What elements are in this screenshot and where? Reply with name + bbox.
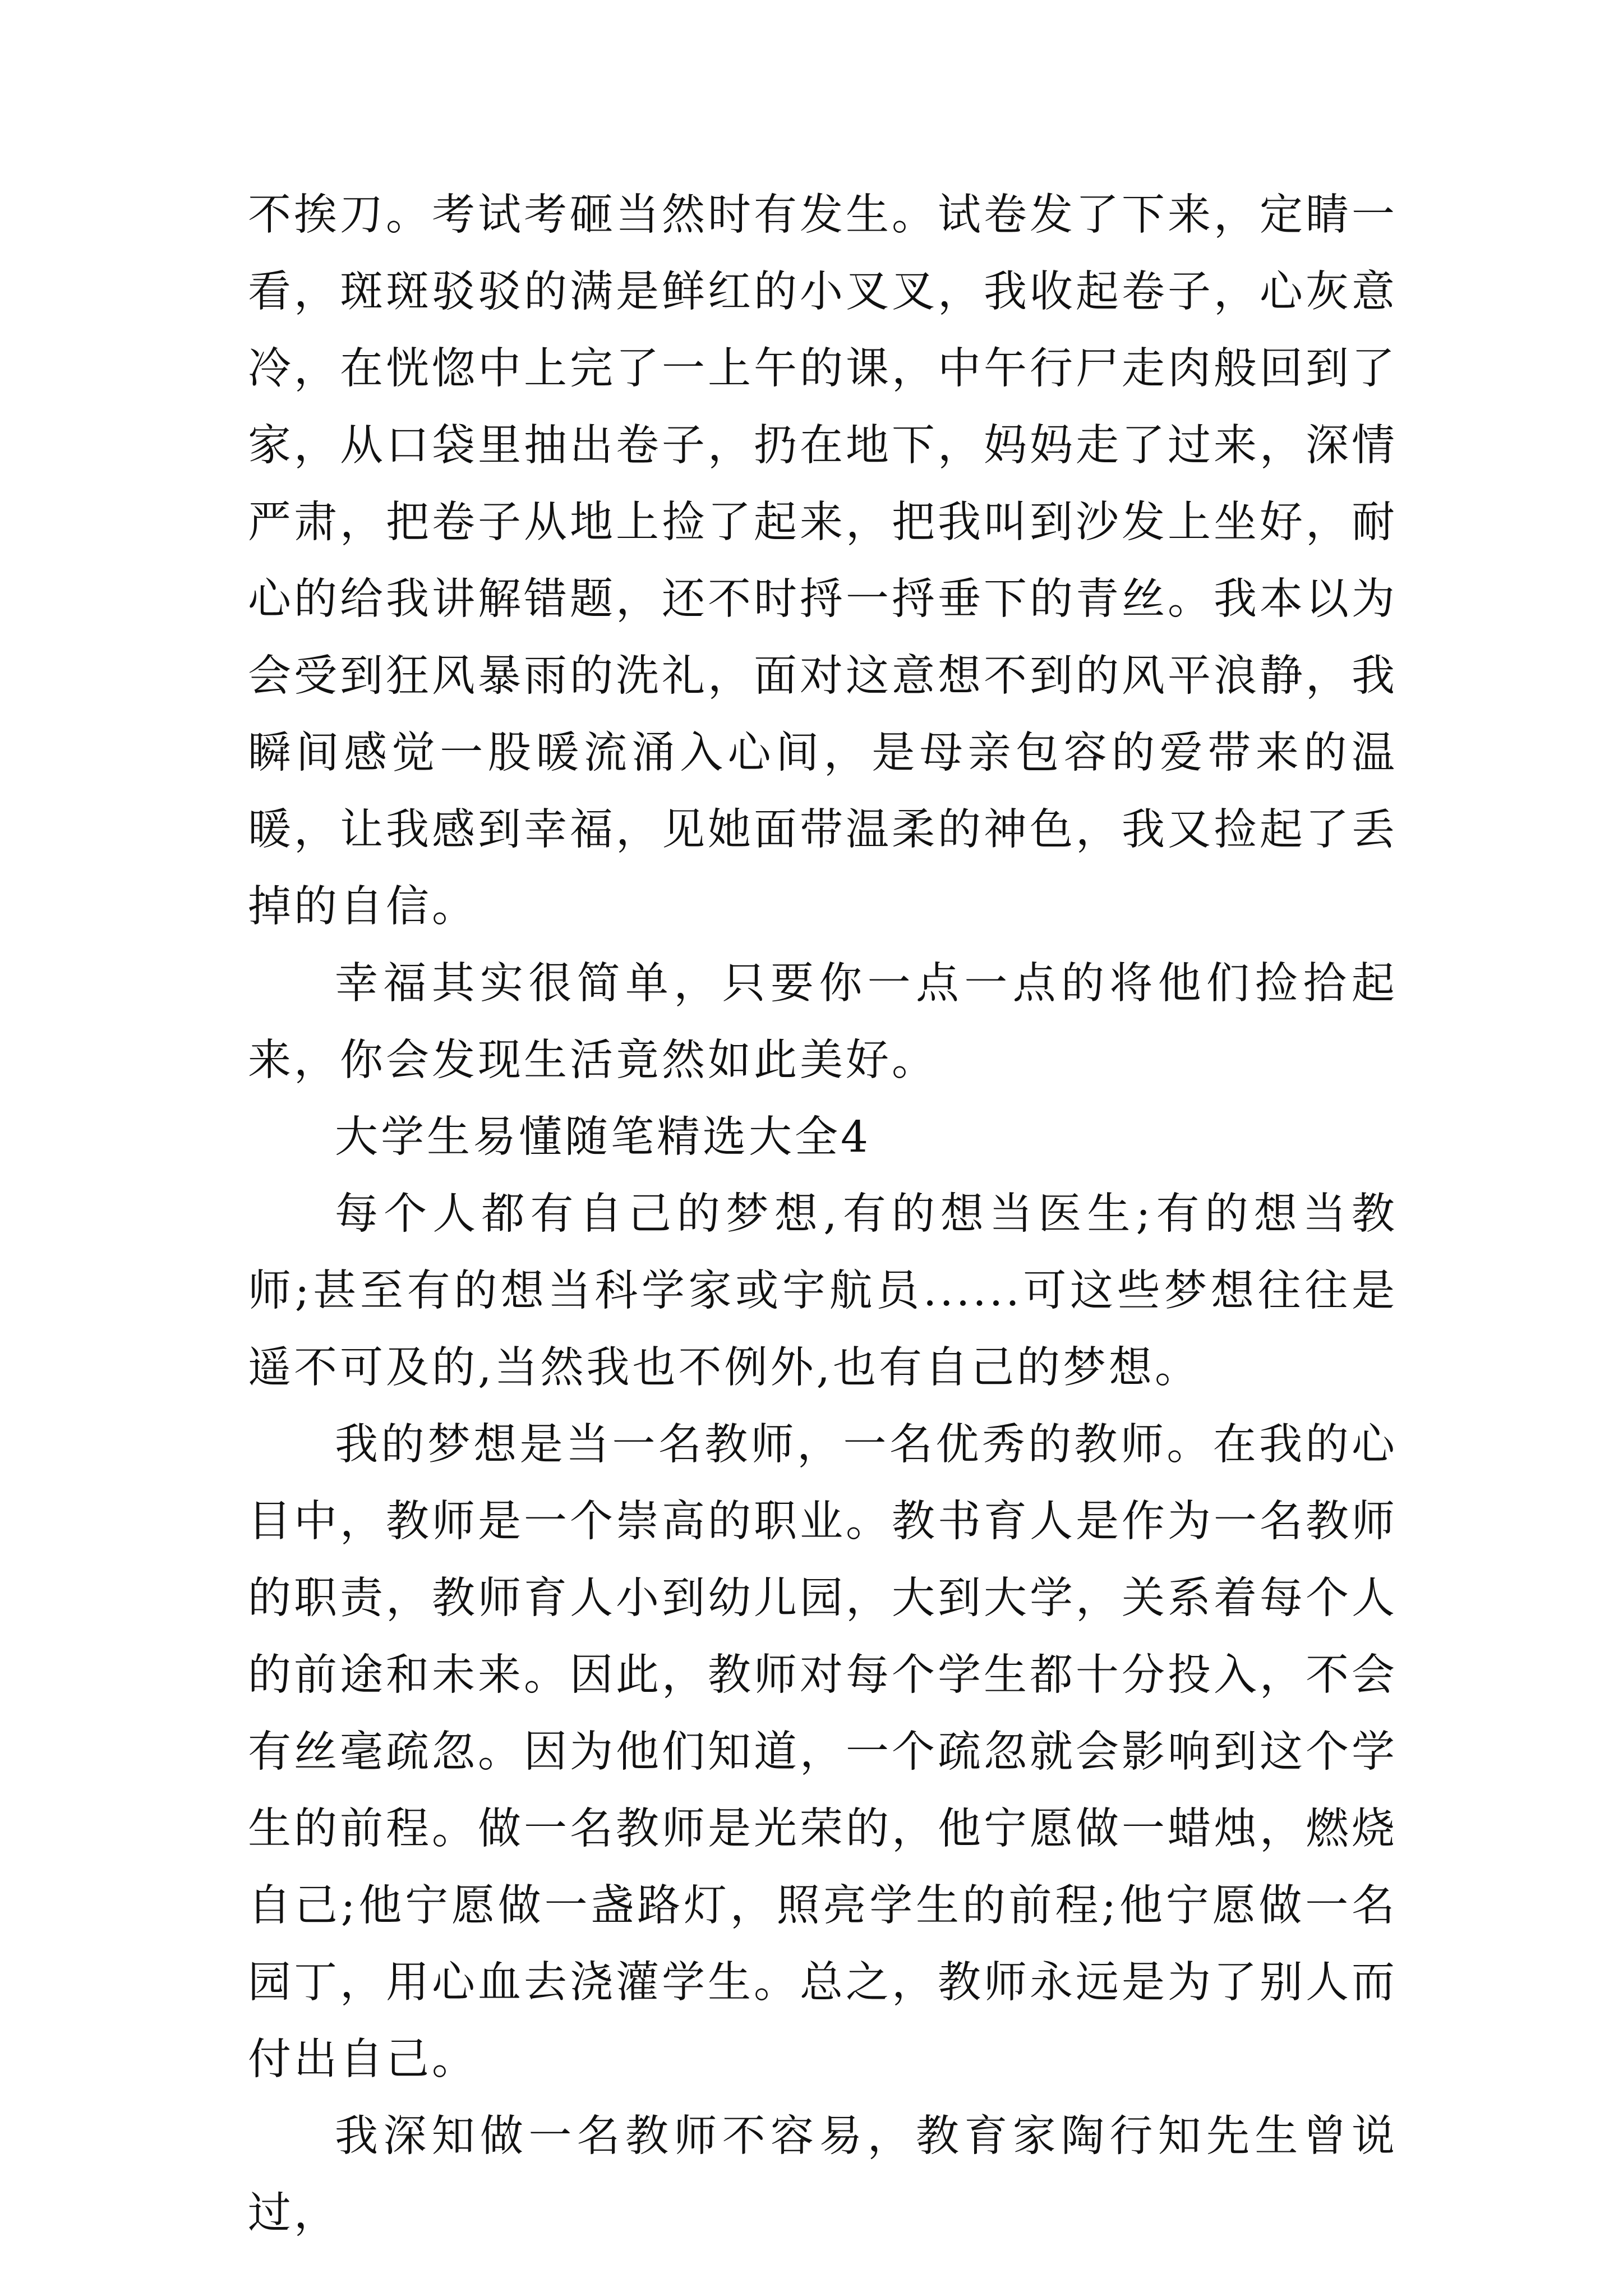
paragraph-continuation: 不挨刀。考试考砸当然时有发生。试卷发了下来，定睛一看，斑斑驳驳的满是鲜红的小叉叉，我收起卷子，心灰意冷，在恍惚中上完了一上午的课，中午行尸走肉般回到了家，从口袋里抽出卷子，扔在地下，妈妈走了过来，深情严肃，把卷子从地上捡了起来，把我叫到沙发上坐好，耐心的给我讲解错题，还不时捋一捋垂下的青丝。我本以为会受到狂风暴雨的洗礼，面对这意想不到的风平浪静，我瞬间感觉一股暖流涌入心间，是母亲包容的爱带来的温暖，让我感到幸福，见她面带温柔的神色，我又捡起了丢掉的自信。 [248, 190, 1398, 932]
section-heading: 大学生易懂随笔精选大全4 [335, 1112, 871, 1162]
paragraph-dreams-intro: 每个人都有自己的梦想,有的想当医生;有的想当教师;甚至有的想当科学家或宇航员......可这些梦想往往是遥不可及的,当然我也不例外,也有自己的梦想。 [248, 1189, 1398, 1393]
paragraph-teacher-dream: 我的梦想是当一名教师，一名优秀的教师。在我的心目中，教师是一个崇高的职业。教书育人是作为一名教师的职责，教师育人小到幼儿园，大到大学，关系着每个人的前途和未来。因此，教师对每个学生都十分投入，不会有丝毫疏忽。因为他们知道，一个疏忽就会影响到这个学生的前程。做一名教师是光荣的，他宁愿做一蜡烛，燃烧自己;他宁愿做一盏路灯，照亮学生的前程;他宁愿做一名园丁，用心血去浇灌学生。总之，教师永远是为了别人而付出自己。 [248, 1420, 1398, 2085]
paragraph-teacher-difficulty: 我深知做一名教师不容易，教育家陶行知先生曾说过， [248, 2111, 1398, 2238]
body-text [248, 177, 1398, 2252]
paragraph-happiness-conclusion: 幸福其实很简单，只要你一点一点的将他们捡拾起来，你会发现生活竟然如此美好。 [248, 959, 1398, 1085]
